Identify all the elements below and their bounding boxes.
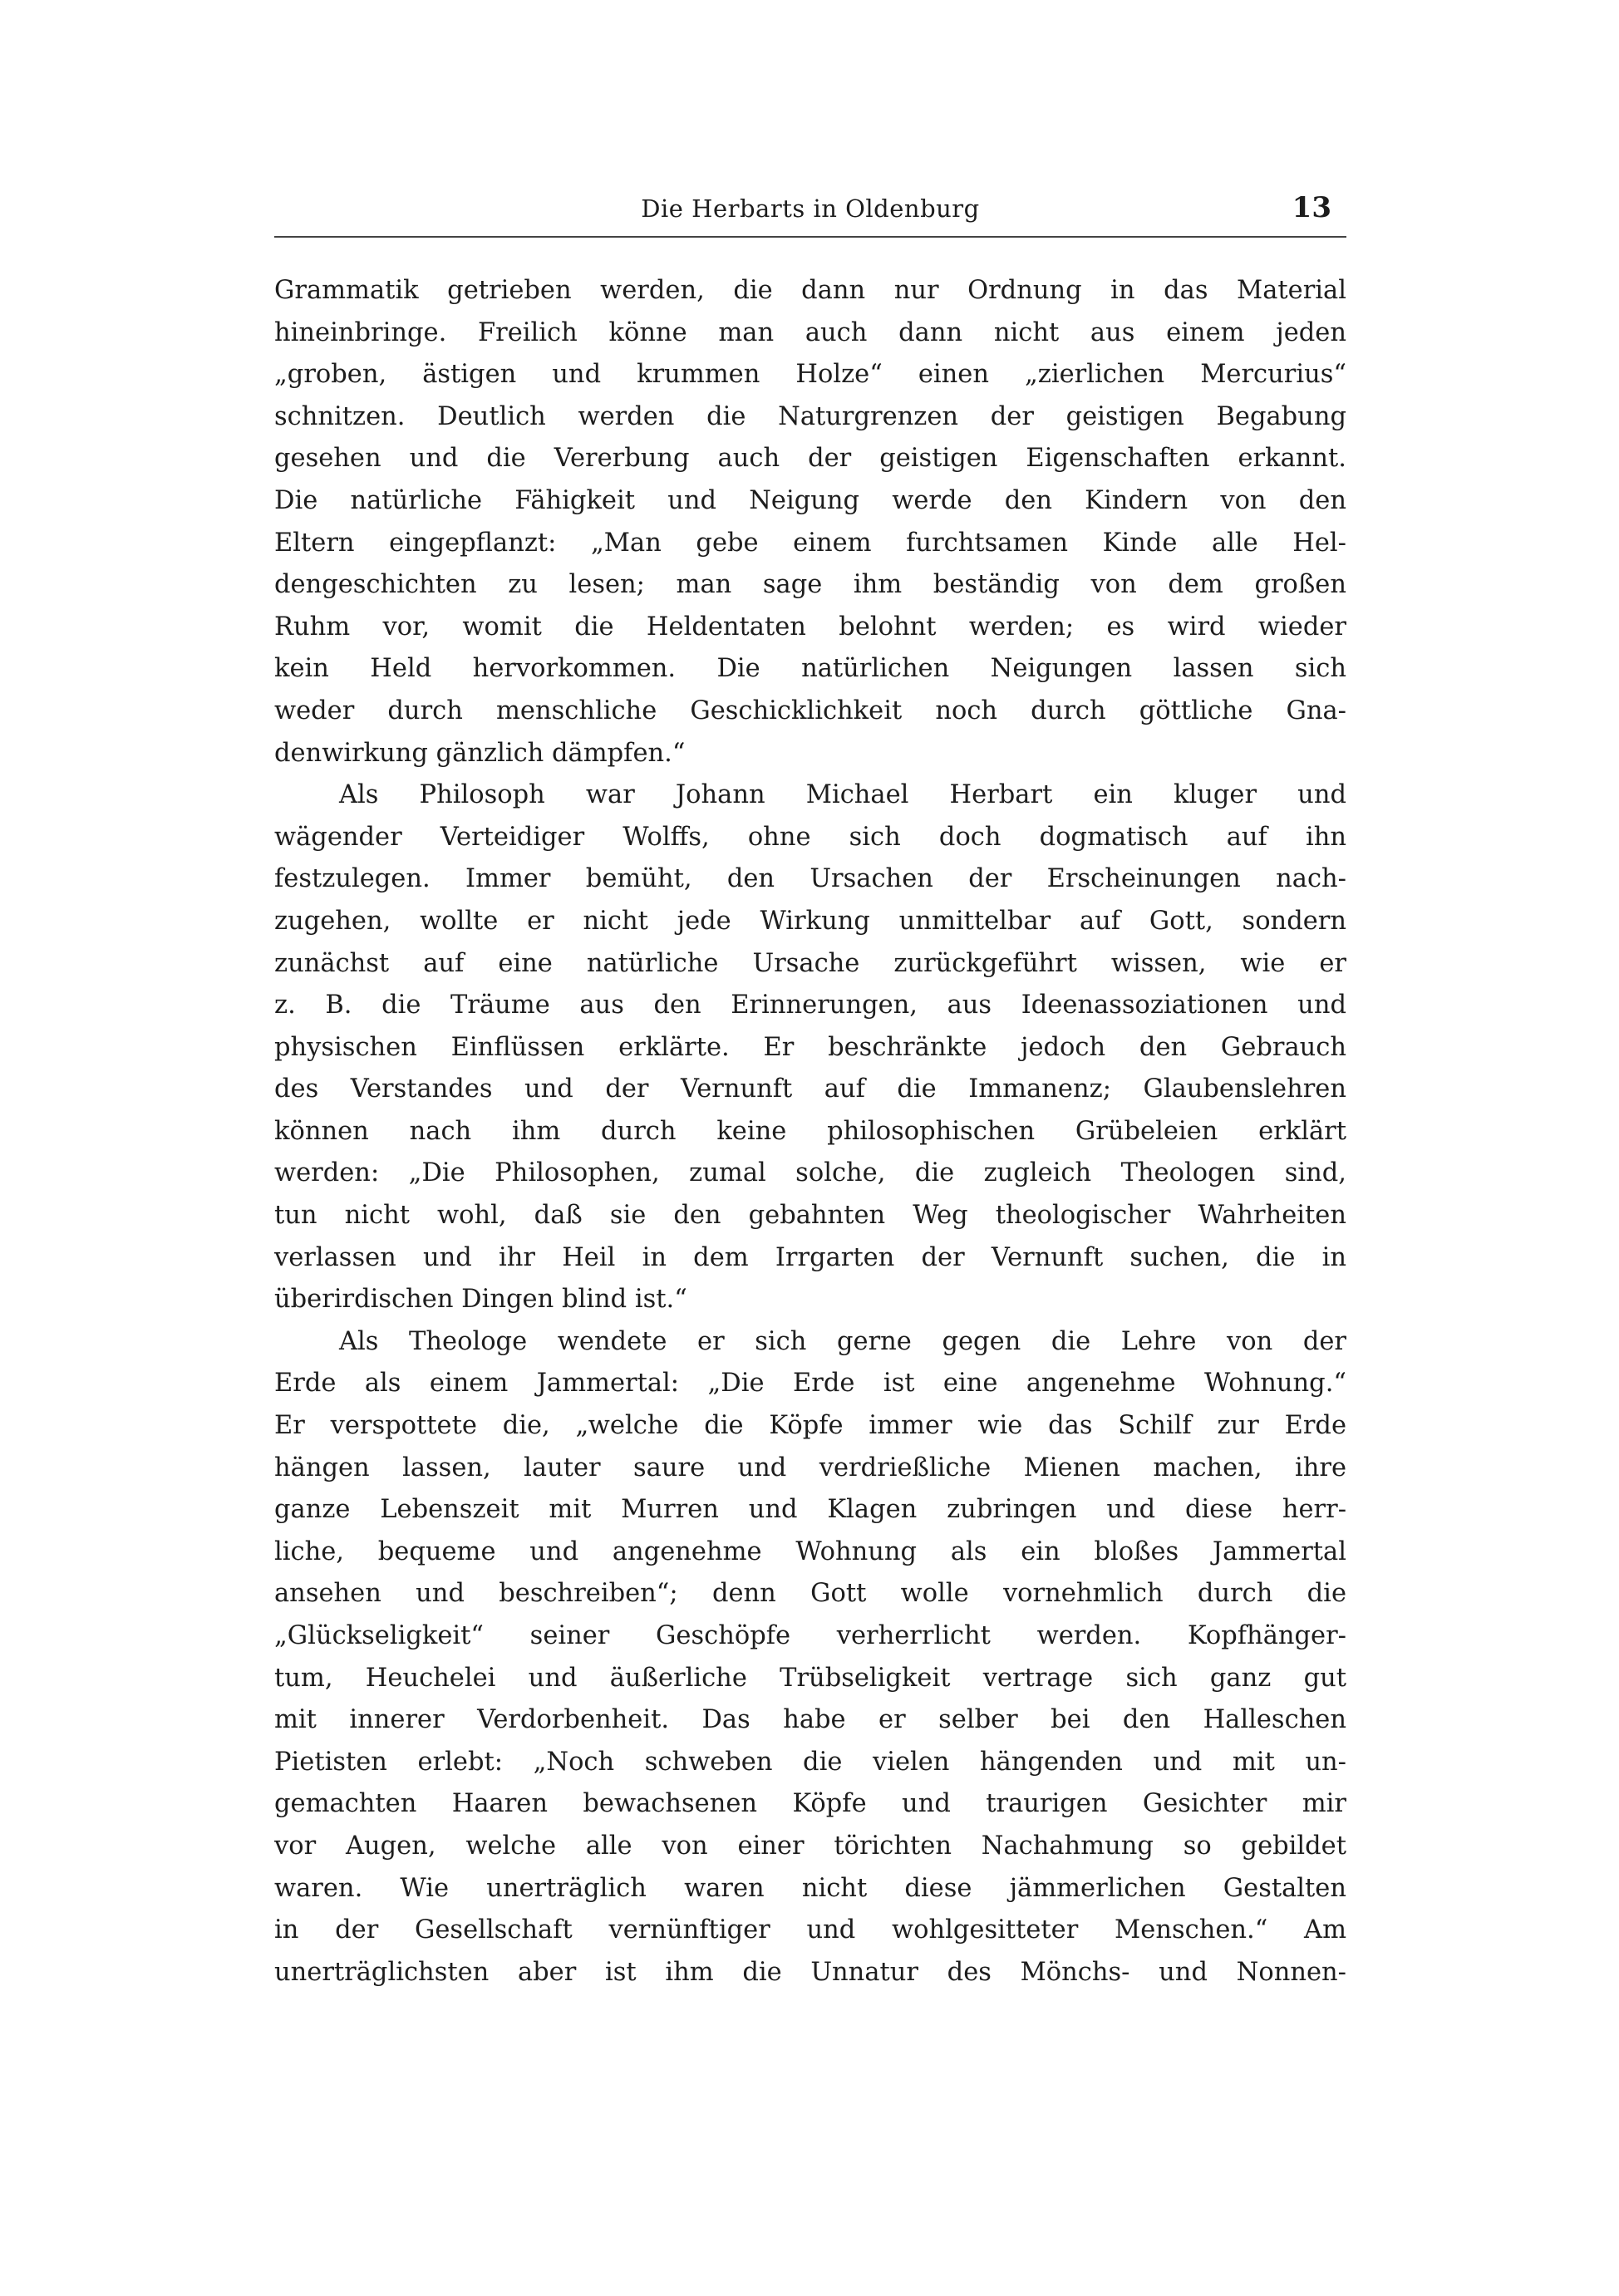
text-line: dengeschichten zu lesen; man sage ihm beständig von dem großen	[274, 570, 1346, 600]
text-line: physischen Einflüssen erklärte. Er beschränkte jedoch den Gebrauch	[274, 1032, 1346, 1062]
text-line: waren. Wie unerträglich waren nicht diese jämmerlichen Gestalten	[274, 1873, 1346, 1903]
text-line: des Verstandes und der Vernunft auf die Immanenz; Glaubenslehren	[274, 1074, 1346, 1104]
text-line: zugehen, wollte er nicht jede Wirkung unmittelbar auf Gott, sondern	[274, 906, 1346, 936]
text-line: mit innerer Verdorbenheit. Das habe er selber bei den Halleschen	[274, 1705, 1346, 1735]
text-line: können nach ihm durch keine philosophischen Grübeleien erklärt	[274, 1116, 1346, 1146]
text-line: Erde als einem Jammertal: „Die Erde ist eine angenehme Wohnung.“	[274, 1369, 1346, 1399]
text-line: verlassen und ihr Heil in dem Irrgarten der Vernunft suchen, die in	[274, 1242, 1346, 1272]
text-line: Eltern eingepflanzt: „Man gebe einem furchtsamen Kinde alle Hel-	[274, 528, 1346, 558]
text-line: tum, Heuchelei und äußerliche Trübseligkeit vertrage sich ganz gut	[274, 1663, 1346, 1693]
text-line: „groben, ästigen und krummen Holze“ einen „zierlichen Mercurius“	[274, 360, 1346, 390]
text-line: Pietisten erlebt: „Noch schweben die vielen hängenden und mit un-	[274, 1747, 1346, 1777]
text-line: kein Held hervorkommen. Die natürlichen Neigungen lassen sich	[274, 654, 1346, 684]
text-line: hineinbringe. Freilich könne man auch dann nicht aus einem jeden	[274, 317, 1346, 347]
text-line: liche, bequeme und angenehme Wohnung als ein bloßes Jammertal	[274, 1536, 1346, 1566]
header-rule	[274, 236, 1346, 238]
body-text	[274, 270, 1346, 1994]
text-line: Als Philosoph war Johann Michael Herbart ein kluger und	[339, 780, 1346, 810]
text-line: unerträglichsten aber ist ihm die Unnatur des Mönchs- und Nonnen-	[274, 1957, 1346, 1987]
text-line: hängen lassen, lauter saure und verdrießliche Mienen machen, ihre	[274, 1453, 1346, 1482]
running-title: Die Herbarts in Oldenburg	[641, 194, 980, 223]
text-line: Grammatik getrieben werden, die dann nur Ordnung in das Material	[274, 276, 1346, 305]
page-number: 13	[1292, 191, 1331, 224]
text-line: ansehen und beschreiben“; denn Gott wolle vornehmlich durch die	[274, 1579, 1346, 1609]
text-line: Als Theologe wendete er sich gerne gegen die Lehre von der	[339, 1326, 1346, 1356]
text-line: z. B. die Träume aus den Erinnerungen, aus Ideenassoziationen und	[274, 991, 1346, 1020]
text-line: denwirkung gänzlich dämpfen.“	[274, 738, 686, 768]
text-line: gesehen und die Vererbung auch der geistigen Eigenschaften erkannt.	[274, 444, 1346, 474]
text-line: Die natürliche Fähigkeit und Neigung werde den Kindern von den	[274, 485, 1346, 515]
text-line: zunächst auf eine natürliche Ursache zurückgeführt wissen, wie er	[274, 948, 1346, 978]
text-line: Ruhm vor, womit die Heldentaten belohnt werden; es wird wieder	[274, 612, 1346, 642]
text-line: in der Gesellschaft vernünftiger und wohlgesitteter Menschen.“ Am	[274, 1915, 1346, 1945]
text-line: gemachten Haaren bewachsenen Köpfe und traurigen Gesichter mir	[274, 1789, 1346, 1819]
text-line: schnitzen. Deutlich werden die Naturgrenzen der geistigen Begabung	[274, 401, 1346, 431]
text-line: Er verspottete die, „welche die Köpfe immer wie das Schilf zur Erde	[274, 1411, 1346, 1441]
text-line: ganze Lebenszeit mit Murren und Klagen zubringen und diese herr-	[274, 1495, 1346, 1525]
text-line: überirdischen Dingen blind ist.“	[274, 1285, 687, 1315]
text-line: festzulegen. Immer bemüht, den Ursachen der Erscheinungen nach-	[274, 864, 1346, 894]
text-line: tun nicht wohl, daß sie den gebahnten Weg theologischer Wahrheiten	[274, 1201, 1346, 1231]
text-line: wägender Verteidiger Wolffs, ohne sich doch dogmatisch auf ihn	[274, 822, 1346, 852]
text-line: vor Augen, welche alle von einer törichten Nachahmung so gebildet	[274, 1831, 1346, 1861]
text-line: werden: „Die Philosophen, zumal solche, die zugleich Theologen sind,	[274, 1158, 1346, 1188]
text-line: weder durch menschliche Geschicklichkeit noch durch göttliche Gna-	[274, 696, 1346, 725]
text-line: „Glückseligkeit“ seiner Geschöpfe verherrlicht werden. Kopfhänger-	[274, 1621, 1346, 1650]
page-header	[274, 189, 1346, 231]
